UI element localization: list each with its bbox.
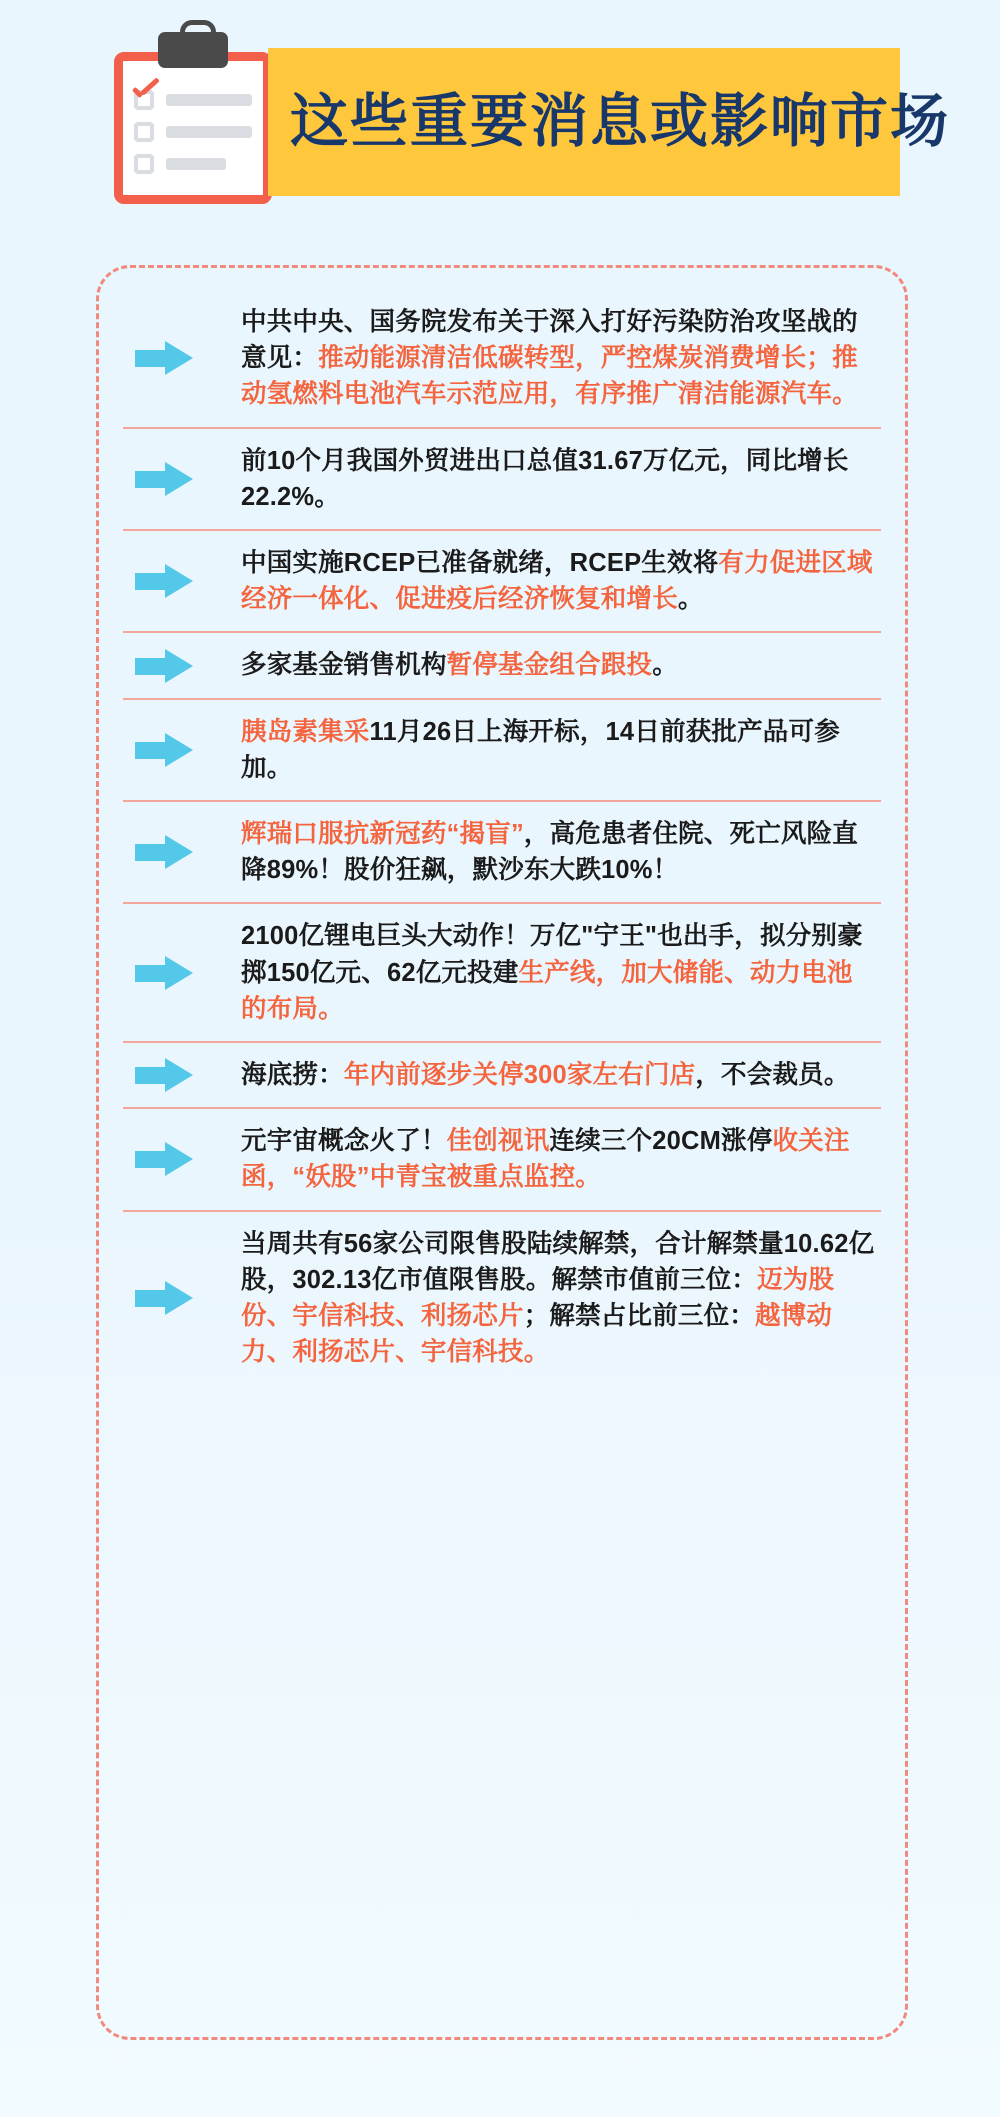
clipboard-checkbox-2 bbox=[134, 122, 154, 142]
news-text-highlight: 推动能源清洁低碳转型，严控煤炭消费增长；推动氢燃料电池汽车示范应用，有序推广清洁能源汽车。 bbox=[241, 344, 858, 409]
news-item-text bbox=[241, 304, 881, 413]
news-text-highlight: 暂停基金组合跟投 bbox=[446, 651, 653, 680]
news-item bbox=[123, 1210, 881, 1385]
news-item-arrow-cell bbox=[123, 956, 241, 990]
news-list bbox=[123, 290, 881, 1384]
news-text-highlight: 收关注函，“妖股”中青宝被重点监控。 bbox=[241, 1127, 850, 1192]
arrow-right-icon bbox=[135, 1281, 195, 1315]
news-text-plain: 2100亿锂电巨头大动作！万亿"宁王"也出手，拟分别豪掷150亿元、62亿元投建 bbox=[241, 922, 863, 987]
news-text-plain: 前10个月我国外贸进出口总值31.67万亿元，同比增长22.2%。 bbox=[241, 446, 849, 511]
news-item-text bbox=[241, 1226, 881, 1371]
arrow-head bbox=[165, 1058, 193, 1092]
news-item bbox=[123, 427, 881, 529]
news-item bbox=[123, 1107, 881, 1209]
news-text-plain: 中国实施RCEP已准备就绪，RCEP生效将 bbox=[241, 549, 719, 578]
news-item-text bbox=[241, 918, 881, 1027]
news-item-arrow-cell bbox=[123, 1142, 241, 1176]
clipboard-check-mark bbox=[130, 82, 160, 104]
news-item-text bbox=[241, 1123, 881, 1195]
arrow-head bbox=[165, 564, 193, 598]
news-text-plain: ，高危患者住院、死亡风险直降89%！股价狂飙，默沙东大跌10%！ bbox=[241, 820, 859, 885]
poster-header bbox=[0, 0, 1000, 250]
arrow-shaft bbox=[135, 573, 169, 590]
clipboard-line-2 bbox=[166, 126, 252, 138]
news-item bbox=[123, 290, 881, 427]
arrow-right-icon bbox=[135, 649, 195, 683]
arrow-right-icon bbox=[135, 733, 195, 767]
arrow-right-icon bbox=[135, 1058, 195, 1092]
news-item-text bbox=[241, 443, 881, 515]
arrow-right-icon bbox=[135, 341, 195, 375]
news-text-highlight: 有力促进区域经济一体化、促进疫后经济恢复和增长 bbox=[241, 549, 873, 614]
news-text-highlight: 年内前逐步关停300家左右门店 bbox=[343, 1061, 696, 1090]
arrow-right-icon bbox=[135, 564, 195, 598]
clipboard-line-1 bbox=[166, 94, 252, 106]
arrow-shaft bbox=[135, 471, 169, 488]
news-text-highlight: 辉瑞口服抗新冠药“揭盲” bbox=[241, 820, 524, 849]
arrow-shaft bbox=[135, 965, 169, 982]
news-item bbox=[123, 698, 881, 800]
arrow-head bbox=[165, 462, 193, 496]
clipboard-line-3 bbox=[166, 158, 226, 170]
news-text-plain: 连续三个20CM涨停 bbox=[549, 1127, 773, 1156]
header-banner bbox=[268, 48, 951, 196]
news-item-arrow-cell bbox=[123, 835, 241, 869]
news-item bbox=[123, 529, 881, 631]
news-text-highlight: 越博动力、利扬芯片、宇信科技。 bbox=[241, 1302, 833, 1367]
news-text-plain: 。 bbox=[652, 651, 678, 680]
news-item bbox=[123, 800, 881, 902]
news-item-text bbox=[241, 647, 881, 683]
arrow-head bbox=[165, 1142, 193, 1176]
news-text-plain: 。 bbox=[677, 585, 704, 614]
news-item-text bbox=[241, 714, 881, 786]
news-item-arrow-cell bbox=[123, 564, 241, 598]
arrow-shaft bbox=[135, 742, 169, 759]
news-text-plain: 11月26日上海开标，14日前获批产品可参加。 bbox=[241, 717, 840, 782]
news-text-plain: 中共中央、国务院发布关于深入打好污染防治攻坚战的意见： bbox=[241, 308, 858, 373]
news-text-highlight: 佳创视讯 bbox=[446, 1127, 550, 1156]
news-card bbox=[96, 265, 908, 2040]
arrow-head bbox=[165, 649, 193, 683]
news-item bbox=[123, 1041, 881, 1107]
news-text-plain: ；解禁占比前三位： bbox=[523, 1302, 756, 1331]
news-item-text bbox=[241, 1057, 881, 1093]
news-item-arrow-cell bbox=[123, 1281, 241, 1315]
arrow-head bbox=[165, 835, 193, 869]
arrow-right-icon bbox=[135, 956, 195, 990]
arrow-head bbox=[165, 341, 193, 375]
news-item bbox=[123, 631, 881, 697]
arrow-shaft bbox=[135, 350, 169, 367]
news-text-highlight: 胰岛素集采 bbox=[241, 717, 370, 746]
news-text-plain: 元宇宙概念火了！ bbox=[241, 1127, 447, 1156]
arrow-right-icon bbox=[135, 462, 195, 496]
arrow-shaft bbox=[135, 1151, 169, 1168]
news-text-plain: 当周共有56家公司限售股陆续解禁，合计解禁量10.62亿股，302.13亿市值限售股。解禁市值前三位： bbox=[241, 1229, 875, 1294]
news-item-arrow-cell bbox=[123, 649, 241, 683]
news-item bbox=[123, 902, 881, 1041]
arrow-shaft bbox=[135, 1290, 169, 1307]
news-text-plain: 海底捞： bbox=[241, 1061, 344, 1090]
arrow-shaft bbox=[135, 658, 169, 675]
arrow-right-icon bbox=[135, 1142, 195, 1176]
news-text-plain: 多家基金销售机构 bbox=[241, 651, 447, 680]
clipboard-icon bbox=[100, 22, 290, 212]
news-item-text bbox=[241, 816, 881, 888]
clipboard-checkbox-3 bbox=[134, 154, 154, 174]
news-item-arrow-cell bbox=[123, 462, 241, 496]
arrow-right-icon bbox=[135, 835, 195, 869]
arrow-head bbox=[165, 733, 193, 767]
arrow-shaft bbox=[135, 844, 169, 861]
arrow-head bbox=[165, 1281, 193, 1315]
news-item-arrow-cell bbox=[123, 733, 241, 767]
news-text-plain: ，不会裁员。 bbox=[695, 1061, 850, 1090]
news-text-highlight: 迈为股份、宇信科技、利扬芯片 bbox=[241, 1265, 835, 1331]
clipboard-clip bbox=[158, 32, 228, 68]
news-item-text bbox=[241, 545, 881, 617]
page-title: 这些重要消息或影响市场 bbox=[290, 89, 951, 154]
arrow-head bbox=[165, 956, 193, 990]
news-item-arrow-cell bbox=[123, 341, 241, 375]
news-item-arrow-cell bbox=[123, 1058, 241, 1092]
arrow-shaft bbox=[135, 1067, 169, 1084]
news-text-highlight: 生产线，加大储能、动力电池的布局。 bbox=[241, 958, 853, 1023]
